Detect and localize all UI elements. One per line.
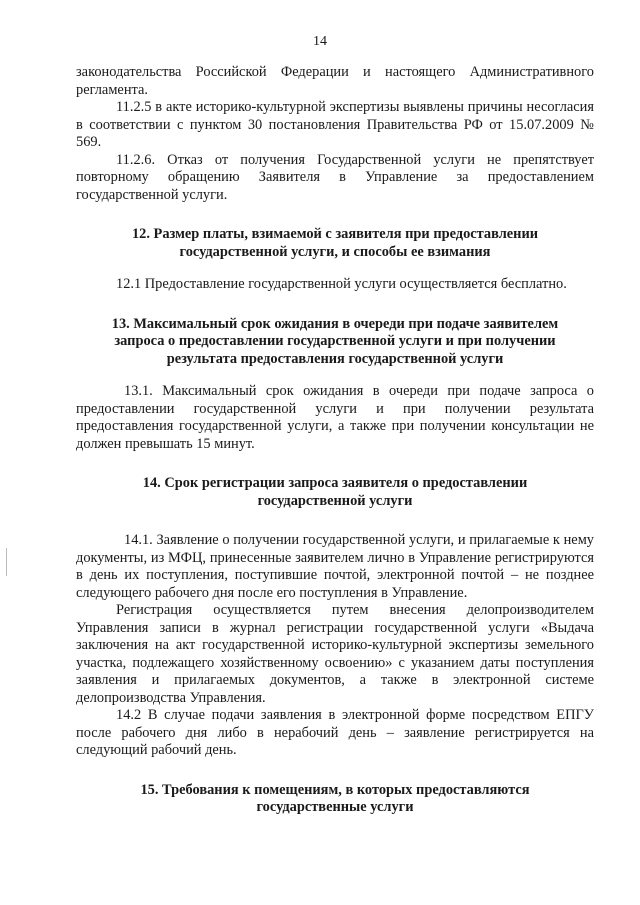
paragraph-13-1: 13.1. Максимальный срок ожидания в очереди при подаче запроса о предоставлении государственной услуги и при получении результата предоставления государственной услуги, а также при получении консультации не должен превышать 15 минут. xyxy=(76,383,594,452)
paragraph-continuation: законодательства Российской Федерации и настоящего Административного регламента. xyxy=(76,64,594,98)
paragraph-11-2-5: 11.2.5 в акте историко-культурной экспертизы выявлены причины несогласия в соответствии с пунктом 30 постановления Правительства РФ от 15.07.2009 № 569. xyxy=(76,99,594,150)
margin-scan-mark xyxy=(6,548,7,576)
paragraph-11-2-6: 11.2.6. Отказ от получения Государственной услуги не препятствует повторному обращению Заявителя в Управление за предоставлением государственной услуги. xyxy=(76,151,594,203)
section-heading-15: 15. Требования к помещениям, в которых предоставляются государственные услуги xyxy=(140,781,530,815)
section-heading-13: 13. Максимальный срок ожидания в очереди при подаче заявителем запроса о предоставлении государственной услуги и при получении результата предоставления государственной услуги xyxy=(111,315,559,367)
section-heading-14: 14. Срок регистрации запроса заявителя о предоставлении государственной услуги xyxy=(142,475,528,509)
page-number: 14 xyxy=(313,34,327,49)
section-heading-12: 12. Размер платы, взимаемой с заявителя при предоставлении государственной услуги, и способы ее взимания xyxy=(131,226,539,260)
paragraph-14-2: 14.2 В случае подачи заявления в электронной форме посредством ЕПГУ после рабочего дня либо в нерабочий день – заявление регистрируется на следующий рабочий день. xyxy=(76,707,594,758)
paragraph-14-1: 14.1. Заявление о получении государственной услуги, и прилагаемые к нему документы, из МФЦ, принесенные заявителем лично в Управление регистрируются в день их поступления, поступившие почтой, электронной почтой – не позднее следующего рабочего дня после его поступления в Управление. xyxy=(76,532,594,601)
paragraph-12-1: 12.1 Предоставление государственной услуги осуществляется бесплатно. xyxy=(116,276,567,292)
document-body xyxy=(76,64,594,817)
paragraph-14-registration: Регистрация осуществляется путем внесения делопроизводителем Управления записи в журнал регистрации государственной услуги «Выдача заключения на акт государственной историко-культурной экспертизы земельного участка, подлежащего хозяйственному освоению» с указанием даты поступления заявления и прилагаемых документов, а также в электронной системе делопроизводства Управления. xyxy=(76,602,594,706)
